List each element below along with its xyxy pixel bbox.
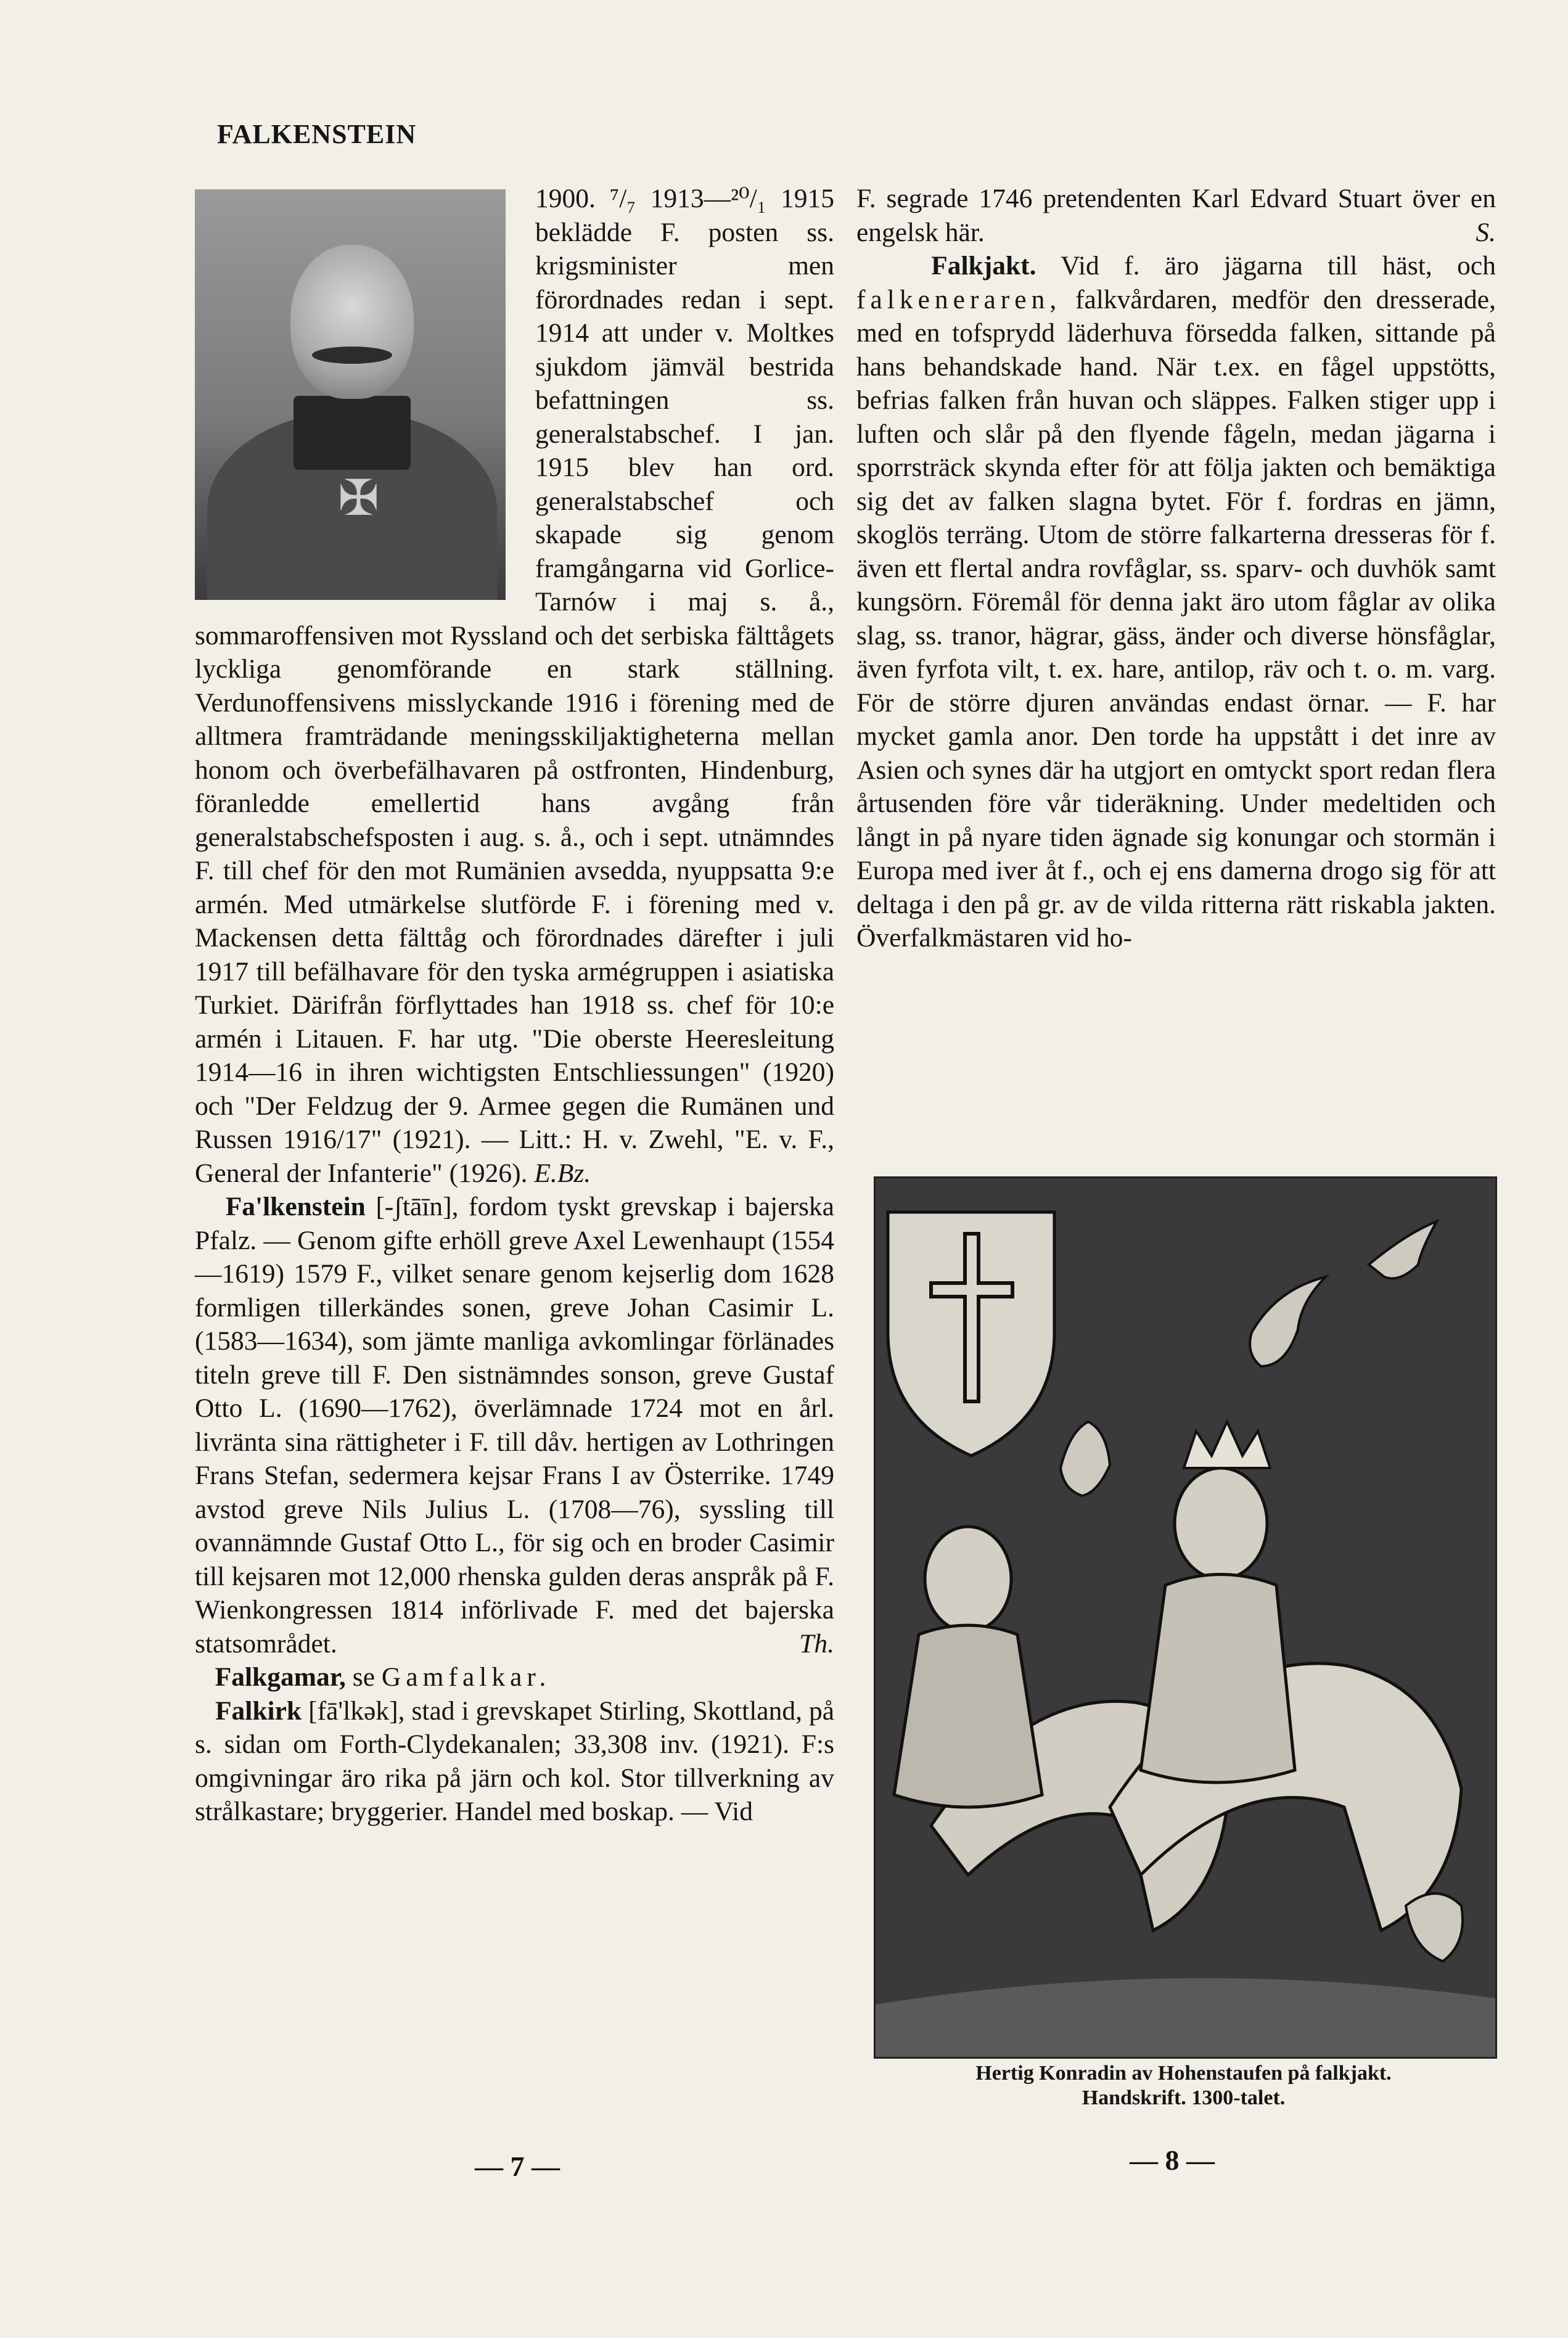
entry-body: Vid f. äro jägarna till häst, och	[1036, 251, 1496, 281]
author-signature: Th.	[799, 1628, 834, 1659]
caption-line-2: Handskrift. 1300-talet.	[1082, 2086, 1286, 2109]
entry-falkgamar	[195, 1660, 834, 1694]
left-column	[195, 182, 834, 1829]
page-header: FALKENSTEIN	[217, 119, 417, 149]
caption-line-1: Hertig Konradin av Hohenstaufen på falkjakt.	[975, 2062, 1392, 2085]
entry-falkirk-continued	[856, 182, 1496, 249]
entry-body: se	[345, 1662, 382, 1692]
rider-body-right	[1141, 1575, 1295, 1783]
page-number-right: — 8 —	[1130, 2144, 1215, 2176]
falconry-scene	[876, 1178, 1495, 2057]
rider-head-right	[1175, 1468, 1267, 1579]
entry-headword: Fa'lkenstein	[225, 1192, 366, 1221]
entry-falkenstein	[195, 1190, 834, 1660]
figure-caption	[874, 2061, 1493, 2110]
page-number-left: — 7 —	[475, 2151, 560, 2182]
portrait-photo	[195, 189, 506, 600]
portrait-mustache	[312, 347, 392, 364]
entry-body: [-ʃtāīn], fordom tyskt grevskap i bajerska Pfalz. — Genom gifte erhöll greve Axel Lewenhaupt (1554—1619) 1579 F., vilket senare genom kejserlig dom 1628 formligen tillerkändes sonen, greve Johan Casimir L. (1583—1634), som jämte manliga avkomlingar förlänades titeln greve till F. Den sistnämndes sonson, greve Gustaf Otto L. (1690—1762), överlämnade 1724 mot en årl. livränta sina rättigheter i F. till dåv. hertigen av Lothringen Frans Stefan, sedermera kejsar Frans I av Österrike. 1749 avstod greve Nils Julius L. (1708—76), syssling till ovannämnde Gustaf Otto L., för sig och en broder Casimir till kejsaren mot 12,000 rhenska gulden deras anspråk på F. Wienkongressen 1814 införlivade F. med det bajerska statsområdet.	[195, 1192, 834, 1659]
entry-body: 1900. ⁷/₇ 1913—²⁰/₁ 1915 beklädde F. posten ss. krigsminister men förordnades redan i sept. 1914 att under v. Moltkes sjukdom jämväl bestrida befattningen ss. generalstabschef. I jan. 1915 blev han ord. generalstabschef och skapade sig genom framgångarna vid Gorlice-Tarnów i maj s. å., sommaroffensiven mot Ryssland och det serbiska fälttågets lyckliga genomförande en stark ställning. Verdunoffensivens misslyckande 1916 i förening med de alltmera framträdande meningsskiljaktigheterna mellan honom och överbefälhavaren på ostfronten, Hindenburg, föranledde emellertid hans avgång från generalstabschefsposten i aug. s. å., och i sept. utnämndes F. till chef för den mot Rumänien avsedda, nyuppsatta 9:e armén. Med utmärkelse slutförde F. i förening med v. Mackensen detta fälttåg och förordnades därefter i juli 1917 till befälhavare för den tyska armégruppen i asiatiska Turkiet. Därifrån förflyttades han 1918 ss. chef för 10:e armén i Litauen. F. har utg. "Die oberste Heeresleitung 1914—16 in ihren wichtigsten Entschliessungen" (1920) och "Der Feldzug der 9. Armee gegen die Rumänen und Russen 1916/17" (1921). — Litt.: H. v. Zwehl, "E. v. F., General der Infanterie" (1926).	[195, 184, 834, 1188]
entry-falkjakt	[856, 249, 1496, 955]
entry-body: falkvårdaren, medför den dresserade, med en tofsprydd läderhuva försedda falken, sittande på hans behandskade hand. När t.ex. en fågel uppstötts, befrias falken från huvan och släppes. Falken stiger upp i luften och slår på den flyende fågeln, medan jägarna i sporrsträck skynda efter för att följa jakten och bemäktiga sig det av falken slagna bytet. För f. fordras en jämn, skoglös terräng. Utom de större falkarterna dresseras för f. även ett flertal andra rovfåglar, ss. sparv- och duvhök samt kungsörn. Föremål för denna jakt äro utom fåglar av olika slag, ss. tranor, hägrar, gäss, änder och diverse hönsfåglar, även fyrfota vilt, t. ex. hare, antilop, räv och t. o. m. varg. För de större djuren användas endast örnar. — F. har mycket gamla anor. Den torde ha uppstått i det inre av Asien och synes där ha utgjort en omtyckt sport redan flera årtusenden före vår tideräkning. Under medeltiden och långt in på nyare tiden ägnade sig konungar och stormän i Europa med iver åt f., och ej ens damerna drogo sig för att deltaga i den på gr. av de vilda ritterna rätt riskabla jakten. Överfalkmästaren vid ho-	[856, 284, 1496, 953]
spaced-term: falkeneraren,	[856, 284, 1062, 314]
cross-reference: Gamfalkar.	[381, 1662, 551, 1692]
iron-cross-icon: ✠	[338, 472, 380, 526]
rider-head-left	[925, 1527, 1011, 1631]
manuscript-illustration	[874, 1176, 1497, 2059]
author-signature: E.Bz.	[534, 1158, 591, 1188]
entry-headword: Falkjakt.	[931, 251, 1036, 281]
entry-headword: Falkirk	[215, 1696, 302, 1726]
portrait-collar	[293, 396, 411, 470]
entry-body: [fā'lkək], stad i grevskapet Stirling, Skottland, på s. sidan om Forth-Clydekanalen; 33,308 inv. (1921). F:s omgivningar äro rika på järn och kol. Stor tillverkning av strålkastare; bryggerier. Handel med boskap. — Vid	[195, 1696, 834, 1826]
entry-falkirk	[195, 1694, 834, 1829]
entry-body: F. segrade 1746 pretendenten Karl Edvard Stuart över en engelsk här.	[856, 184, 1496, 247]
entry-headword: Falkgamar,	[215, 1662, 346, 1692]
rider-body-left	[894, 1625, 1042, 1807]
right-column	[856, 182, 1496, 955]
author-signature: S.	[1476, 217, 1496, 247]
portrait-head	[290, 245, 414, 399]
